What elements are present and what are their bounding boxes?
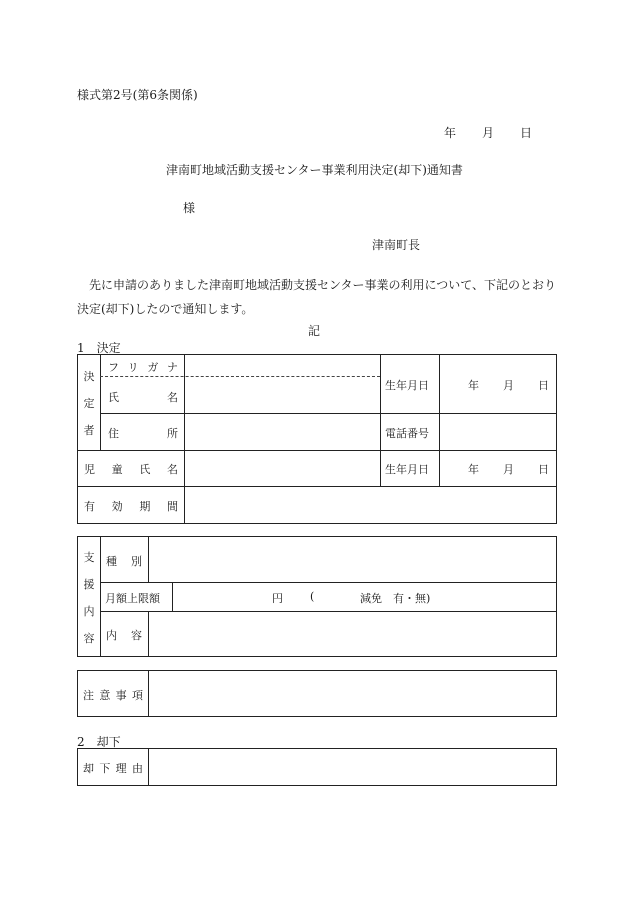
support-table xyxy=(77,536,557,657)
issuer: 津南町長 xyxy=(372,238,421,252)
support-type-field[interactable] xyxy=(150,539,554,580)
date-year: 年 xyxy=(444,126,457,140)
monthly-limit-field[interactable] xyxy=(174,584,554,610)
furigana-label: フ リ ガ ナ xyxy=(108,361,178,374)
name-field[interactable] xyxy=(186,378,378,411)
body-line-2: 決定(却下)したので通知します。 xyxy=(77,302,254,316)
section-2-heading: 2 却下 xyxy=(77,735,121,749)
valid-period-label: 有 効 期 間 xyxy=(84,500,178,513)
decided-person-label: 決 定 者 xyxy=(83,370,95,437)
paren-open: ( xyxy=(310,590,315,603)
date-line xyxy=(444,124,532,141)
reduction-label: 減免 有・無) xyxy=(360,592,431,605)
date-month: 月 xyxy=(482,126,495,140)
date-day: 日 xyxy=(520,126,533,140)
notes-table xyxy=(77,670,557,717)
birthdate-field[interactable]: 年 月 日 xyxy=(468,379,549,392)
support-detail-label: 内 容 xyxy=(106,629,142,642)
child-birthdate-field[interactable]: 年 月 日 xyxy=(468,463,549,476)
notes-field[interactable] xyxy=(150,673,554,714)
child-name-field[interactable] xyxy=(186,452,378,485)
valid-period-field[interactable] xyxy=(186,488,554,522)
ki-label: 記 xyxy=(308,324,321,338)
addressee-suffix: 様 xyxy=(183,201,196,215)
form-number: 様式第2号(第6条関係) xyxy=(77,88,198,102)
furigana-field[interactable] xyxy=(186,357,378,375)
address-label: 住 所 xyxy=(108,427,178,440)
support-type-label: 種 別 xyxy=(106,555,142,568)
reject-reason-label: 却 下 理 由 xyxy=(83,762,143,775)
document-title: 津南町地域活動支援センター事業利用決定(却下)通知書 xyxy=(166,163,463,177)
body-line-1: 先に申請のありました津南町地域活動支援センター事業の利用について、下記のとおり xyxy=(89,278,557,292)
address-field[interactable] xyxy=(186,415,378,448)
support-detail-field[interactable] xyxy=(150,613,554,654)
support-content-label: 支 援 内 容 xyxy=(83,550,95,645)
reject-reason-field[interactable] xyxy=(150,751,554,783)
child-birthdate-label: 生年月日 xyxy=(385,463,429,476)
yen-label: 円 xyxy=(272,592,283,605)
child-name-label: 児 童 氏 名 xyxy=(84,463,178,476)
section-1-heading: 1 決定 xyxy=(77,341,121,355)
phone-field[interactable] xyxy=(441,415,553,448)
name-label: 氏 名 xyxy=(108,391,178,404)
monthly-limit-label: 月額上限額 xyxy=(105,592,160,605)
reject-table xyxy=(77,748,557,786)
decision-table xyxy=(77,354,557,524)
birthdate-label: 生年月日 xyxy=(385,379,429,392)
phone-label: 電話番号 xyxy=(385,427,429,440)
notes-label: 注 意 事 項 xyxy=(83,689,143,702)
